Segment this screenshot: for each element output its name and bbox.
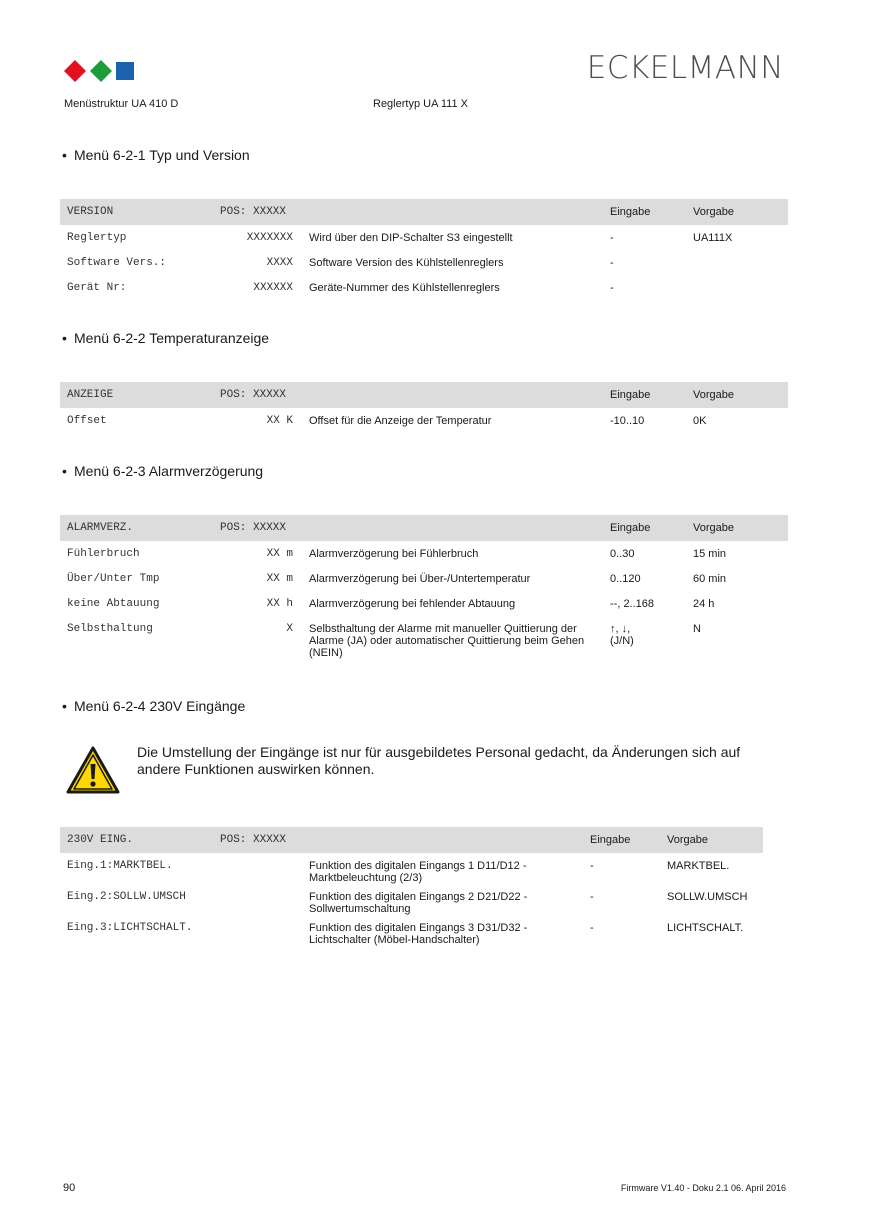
table-row: Reglertyp XXXXXXX Wird über den DIP-Schalter S3 eingestellt - UA111X	[67, 232, 733, 244]
section-title: • Menü 6-2-2 Temperaturanzeige	[62, 330, 270, 346]
table-row: Über/Unter Tmp XX m Alarmverzögerung bei Über-/Untertemperatur 0..120 60 min	[67, 573, 727, 585]
section-title: • Menü 6-2-4 230V Eingänge	[62, 698, 246, 714]
logo-green-diamond	[90, 60, 112, 82]
table-row: Gerät Nr: XXXXXX Geräte-Nummer des Kühlstellenreglers -	[67, 282, 614, 294]
header-menu-structure: Menüstruktur UA 410 D	[64, 98, 179, 110]
menu-table-display	[60, 382, 788, 433]
bullet-icon: •	[62, 330, 67, 346]
table-header-row: VERSION POS: XXXXX Eingabe Vorgabe	[60, 199, 788, 225]
menu-table-230v-inputs	[60, 827, 763, 946]
table-row: Eing.3:LICHTSCHALT. Funktion des digitalen Eingangs 3 D31/D32 - Lichtschalter (Möbel-Handschalter) - LICHTSCHALT.	[67, 922, 744, 946]
table-row: Fühlerbruch XX m Alarmverzögerung bei Fühlerbruch 0..30 15 min	[67, 548, 727, 560]
menu-table-alarm-delay	[60, 515, 788, 659]
bullet-icon: •	[62, 463, 67, 479]
bullet-icon: •	[62, 147, 67, 163]
menu-table-version	[60, 199, 788, 300]
bullet-icon: •	[62, 698, 67, 714]
table-header-row: ANZEIGE POS: XXXXX Eingabe Vorgabe	[60, 382, 788, 408]
table-header-row: 230V EING. POS: XXXXX Eingabe Vorgabe	[60, 827, 763, 853]
table-row: Selbsthaltung X Selbsthaltung der Alarme mit manueller Quittierung der Alarme (JA) oder automatischer Quittierung beim Gehen (NEIN) ↑, ↓, (J/N) N	[67, 623, 701, 659]
header-controller-type: Reglertyp UA 111 X	[373, 98, 468, 110]
table-row: Offset XX K Offset für die Anzeige der Temperatur -10..10 0K	[67, 415, 707, 427]
section-title: • Menü 6-2-1 Typ und Version	[62, 147, 250, 163]
warning-icon	[66, 746, 120, 794]
table-row: Eing.1:MARKTBEL. Funktion des digitalen Eingangs 1 D11/D12 - Marktbeleuchtung (2/3) - MARKTBEL.	[67, 860, 730, 884]
footer-version-date: Firmware V1.40 - Doku 2.1 06. April 2016	[620, 1183, 786, 1193]
brand-name: ECKELMANN	[586, 50, 784, 86]
logo-blue-square	[116, 62, 134, 80]
eckelmann-logo	[64, 60, 136, 82]
page-number: 90	[63, 1182, 76, 1194]
table-header-row: ALARMVERZ. POS: XXXXX Eingabe Vorgabe	[60, 515, 788, 541]
table-row: Eing.2:SOLLW.UMSCH Funktion des digitalen Eingangs 2 D21/D22 - Sollwertumschaltung - SOLLW.UMSCH	[67, 891, 748, 915]
table-row: Software Vers.: XXXX Software Version des Kühlstellenreglers -	[67, 257, 614, 269]
warning-message: Die Umstellung der Eingänge ist nur für ausgebildetes Personal gedacht, da Änderungen sich auf andere Funktionen auswirken können.	[137, 744, 741, 777]
section-title: • Menü 6-2-3 Alarmverzögerung	[62, 463, 264, 479]
table-row: keine Abtauung XX h Alarmverzögerung bei fehlender Abtauung --, 2..168 24 h	[67, 598, 715, 610]
logo-red-diamond	[64, 60, 86, 82]
